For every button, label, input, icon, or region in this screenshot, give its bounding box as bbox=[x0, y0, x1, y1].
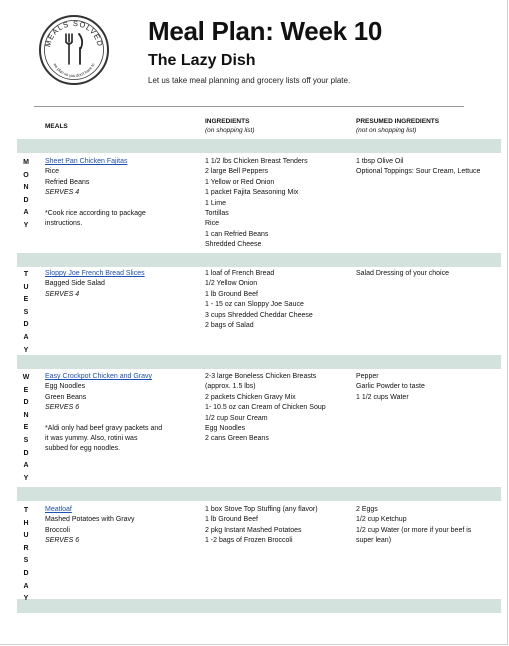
ingredient-item: 2-3 large Boneless Chicken Breasts bbox=[205, 373, 317, 380]
ingredient-item: 1 packet Fajita Seasoning Mix bbox=[205, 189, 299, 197]
ingredient-item: 1 box Stove Top Stuffing (any flavor) bbox=[205, 506, 318, 513]
day-label: W E D N E S D A Y bbox=[22, 374, 30, 482]
ingredient-item: 1 lb Ground Beef bbox=[205, 516, 258, 524]
ingredient-item: 1 - 15 oz can Sloppy Joe Sauce bbox=[205, 301, 304, 309]
serves-label: SERVES 6 bbox=[45, 537, 80, 545]
ingredient-item: 3 cups Shredded Cheddar Cheese bbox=[205, 311, 313, 319]
serves-label: SERVES 6 bbox=[45, 404, 80, 412]
meal-recipe-link[interactable]: Meatloaf bbox=[45, 506, 72, 513]
side-item: Refried Beans bbox=[45, 178, 90, 186]
day-label: T H U R S D A Y bbox=[23, 507, 29, 603]
meal-recipe-link[interactable]: Sloppy Joe French Bread Slices bbox=[45, 270, 145, 277]
presumed-header-sub: (not on shopping list) bbox=[356, 127, 417, 134]
presumed-column bbox=[356, 505, 506, 547]
ingredient-item: Egg Noodles bbox=[205, 425, 246, 433]
presumed-item: 1 tbsp Olive Oil bbox=[356, 158, 404, 165]
ingredients-header-sub: (on shopping list) bbox=[205, 127, 255, 134]
meal-column bbox=[45, 269, 195, 300]
side-item: Bagged Side Salad bbox=[45, 280, 105, 288]
presumed-column bbox=[356, 372, 506, 403]
ingredient-item: 1 -2 bags of Frozen Broccoli bbox=[205, 537, 293, 545]
divider-band bbox=[17, 599, 501, 613]
presumed-item: 2 Eggs bbox=[356, 506, 378, 513]
ingredient-item: 1 1/2 lbs Chicken Breast Tenders bbox=[205, 158, 308, 165]
ingredient-item: (approx. 1.5 lbs) bbox=[205, 383, 256, 391]
meal-note: subbed for egg noodles. bbox=[45, 445, 121, 453]
meals-column-header bbox=[45, 122, 68, 131]
ingredient-item: 1 lb Ground Beef bbox=[205, 290, 258, 298]
presumed-item: Garlic Powder to taste bbox=[356, 383, 425, 391]
ingredient-item: 1/2 Yellow Onion bbox=[205, 280, 258, 288]
side-item: Broccoli bbox=[45, 526, 70, 534]
meals-solved-logo bbox=[38, 14, 110, 86]
presumed-item: Optional Toppings: Sour Cream, Lettuce bbox=[356, 168, 481, 176]
serves-label: SERVES 4 bbox=[45, 290, 80, 298]
ingredient-item: Shredded Cheese bbox=[205, 241, 262, 249]
meal-note: it was yummy. Also, rotini was bbox=[45, 435, 138, 443]
meal-note: instructions. bbox=[45, 220, 83, 228]
ingredient-item: 2 cans Green Beans bbox=[205, 435, 269, 443]
presumed-item: 1 1/2 cups Water bbox=[356, 393, 409, 401]
divider-band bbox=[17, 487, 501, 501]
ingredient-item: 2 pkg Instant Mashed Potatoes bbox=[205, 526, 302, 534]
presumed-column bbox=[356, 157, 506, 178]
presumed-header-label: PRESUMED INGREDIENTS bbox=[356, 118, 440, 125]
presumed-item: 1/2 cup Water (or more if your beef is bbox=[356, 526, 472, 534]
side-item: Rice bbox=[45, 168, 60, 176]
ingredient-item: 1 loaf of French Bread bbox=[205, 270, 275, 277]
day-label: M O N D A Y bbox=[23, 159, 29, 229]
ingredients-column bbox=[205, 505, 350, 547]
meal-recipe-link[interactable]: Easy Crockpot Chicken and Gravy bbox=[45, 373, 152, 380]
ingredient-item: 1 Lime bbox=[205, 199, 227, 207]
presumed-item: super lean) bbox=[356, 537, 392, 545]
meal-note: *Aldi only had beef gravy packets and bbox=[45, 424, 163, 432]
meal-column bbox=[45, 505, 195, 547]
logo-text-top: MEALS SOLVED bbox=[43, 18, 105, 48]
logo-text-bottom: we plan so you don't have to bbox=[52, 62, 96, 79]
meal-note: *Cook rice according to package bbox=[45, 209, 146, 217]
ingredient-item: 1/2 cup Sour Cream bbox=[205, 414, 268, 422]
meal-column bbox=[45, 157, 195, 229]
meals-header-label: MEALS bbox=[45, 123, 68, 130]
ingredient-item: 1- 10.5 oz can Cream of Chicken Soup bbox=[205, 404, 326, 412]
ingredients-column bbox=[205, 372, 350, 445]
day-label: T U E S D A Y bbox=[23, 271, 29, 354]
divider-band bbox=[17, 253, 501, 267]
presumed-item: 1/2 cup Ketchup bbox=[356, 516, 407, 524]
ingredients-column bbox=[205, 269, 350, 331]
presumed-column-header bbox=[356, 117, 439, 135]
presumed-column bbox=[356, 269, 506, 279]
ingredients-column-header bbox=[205, 117, 255, 135]
meal-column bbox=[45, 372, 195, 455]
ingredient-item: Rice bbox=[205, 220, 220, 228]
ingredient-item: 1 can Refried Beans bbox=[205, 230, 269, 238]
meal-recipe-link[interactable]: Sheet Pan Chicken Fajitas bbox=[45, 158, 128, 165]
ingredient-item: 2 large Bell Peppers bbox=[205, 168, 269, 176]
presumed-item: Pepper bbox=[356, 373, 379, 380]
presumed-item: Salad Dressing of your choice bbox=[356, 270, 449, 277]
divider-band bbox=[17, 355, 501, 369]
side-item: Mashed Potatoes with Gravy bbox=[45, 516, 135, 524]
ingredient-item: Tortillas bbox=[205, 210, 229, 218]
page-title: Meal Plan: Week 10 bbox=[148, 16, 383, 46]
serves-label: SERVES 4 bbox=[45, 189, 80, 197]
side-item: Egg Noodles bbox=[45, 383, 86, 391]
ingredient-item: 2 packets Chicken Gravy Mix bbox=[205, 393, 296, 401]
header-divider bbox=[34, 106, 464, 107]
ingredient-item: 2 bags of Salad bbox=[205, 322, 254, 330]
ingredients-column bbox=[205, 157, 350, 251]
page-tagline: Let us take meal planning and grocery lists off your plate. bbox=[148, 76, 351, 85]
divider-band bbox=[17, 139, 501, 153]
side-item: Green Beans bbox=[45, 393, 87, 401]
ingredient-item: 1 Yellow or Red Onion bbox=[205, 178, 275, 186]
ingredients-header-label: INGREDIENTS bbox=[205, 118, 250, 125]
page-subtitle: The Lazy Dish bbox=[148, 52, 256, 69]
